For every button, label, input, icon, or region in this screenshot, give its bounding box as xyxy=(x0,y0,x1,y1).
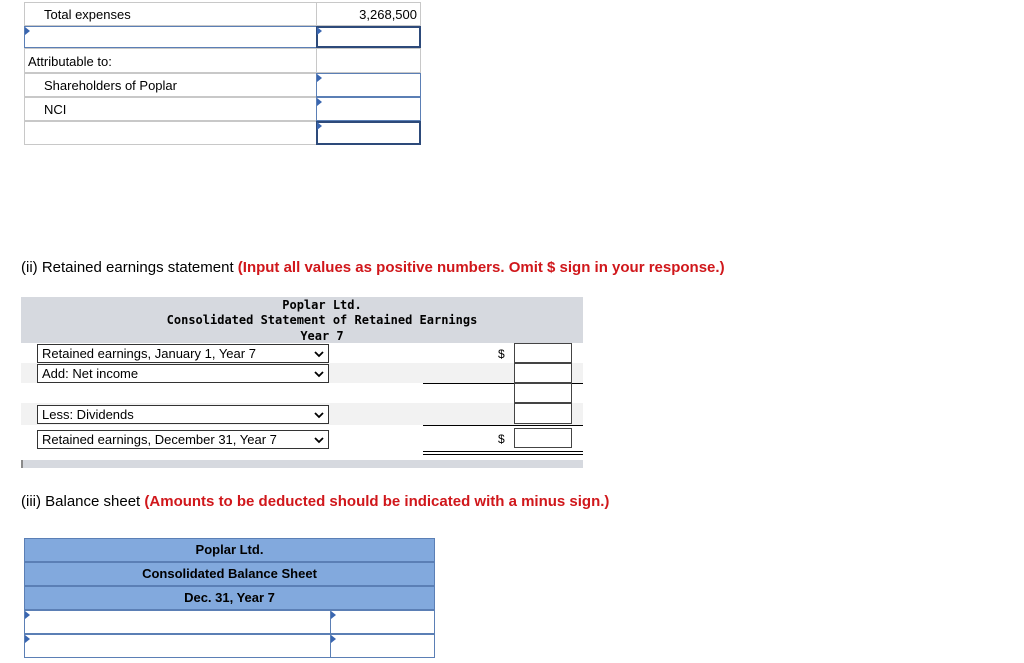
balance-statement-title: Consolidated Balance Sheet xyxy=(24,562,435,586)
input-marker-icon xyxy=(25,27,30,35)
total-label-cell xyxy=(24,121,317,145)
balance-company-name: Poplar Ltd. xyxy=(24,538,435,562)
retained-jan1-select[interactable] xyxy=(37,344,329,363)
dividends-select[interactable] xyxy=(37,405,329,424)
balance-heading-prefix: (iii) Balance sheet xyxy=(21,493,145,510)
chevron-down-icon xyxy=(314,435,324,445)
nci-label-cell xyxy=(24,97,317,121)
retained-jan1-amount-input[interactable] xyxy=(514,343,572,363)
net-income-amount-input[interactable] xyxy=(514,363,572,383)
retained-heading xyxy=(21,259,725,277)
retained-dec31-select[interactable] xyxy=(37,430,329,449)
double-rule-bottom xyxy=(423,454,583,455)
retained-footer-bar xyxy=(21,460,583,468)
retained-period: Year 7 xyxy=(300,329,344,343)
balance-row-label-input[interactable] xyxy=(24,610,331,634)
attributable-label: Attributable to: xyxy=(28,54,112,69)
row-label-input[interactable] xyxy=(24,26,317,48)
balance-heading xyxy=(21,493,609,511)
input-marker-icon xyxy=(25,635,30,643)
balance-row-label-input[interactable] xyxy=(24,634,331,658)
double-rule-top xyxy=(423,451,583,452)
input-marker-icon xyxy=(317,122,322,130)
balance-row-value-input[interactable] xyxy=(330,634,435,658)
dividends-amount-input[interactable] xyxy=(514,403,572,424)
chevron-down-icon xyxy=(314,369,324,379)
total-expenses-label: Total expenses xyxy=(44,7,131,22)
total-rule xyxy=(423,425,583,426)
row-value-input[interactable] xyxy=(316,26,421,48)
currency-symbol: $ xyxy=(498,432,505,446)
dividends-select-label: Less: Dividends xyxy=(42,407,134,422)
input-marker-icon xyxy=(317,98,322,106)
input-marker-icon xyxy=(331,635,336,643)
chevron-down-icon xyxy=(314,349,324,359)
currency-symbol: $ xyxy=(498,347,505,361)
input-marker-icon xyxy=(25,611,30,619)
nci-value-input[interactable] xyxy=(316,97,421,121)
retained-company-name: Poplar Ltd. xyxy=(282,298,362,312)
retained-row-bg xyxy=(21,383,583,403)
balance-date: Dec. 31, Year 7 xyxy=(24,586,435,610)
total-value-input[interactable] xyxy=(316,121,421,145)
chevron-down-icon xyxy=(314,410,324,420)
retained-dec31-select-label: Retained earnings, December 31, Year 7 xyxy=(42,432,277,447)
total-expenses-value: 3,268,500 xyxy=(359,7,417,22)
retained-jan1-select-label: Retained earnings, January 1, Year 7 xyxy=(42,346,256,361)
retained-heading-prefix: (ii) Retained earnings statement xyxy=(21,259,238,276)
balance-row-value-input[interactable] xyxy=(330,610,435,634)
retained-heading-instruction: (Input all values as positive numbers. Omit $ sign in your response.) xyxy=(237,259,725,276)
subtotal-amount-input[interactable] xyxy=(514,383,572,403)
shareholders-label: Shareholders of Poplar xyxy=(44,78,177,93)
net-income-select[interactable] xyxy=(37,364,329,383)
shareholders-value-input[interactable] xyxy=(316,73,421,97)
balance-heading-instruction: (Amounts to be deducted should be indicated with a minus sign.) xyxy=(144,493,610,510)
attributable-value-cell xyxy=(316,48,421,73)
retained-dec31-amount-input[interactable] xyxy=(514,428,572,448)
input-marker-icon xyxy=(317,27,322,35)
net-income-select-label: Add: Net income xyxy=(42,366,139,381)
input-marker-icon xyxy=(317,74,322,82)
retained-statement-title: Consolidated Statement of Retained Earnings xyxy=(166,313,478,327)
input-marker-icon xyxy=(331,611,336,619)
nci-label: NCI xyxy=(44,102,67,117)
